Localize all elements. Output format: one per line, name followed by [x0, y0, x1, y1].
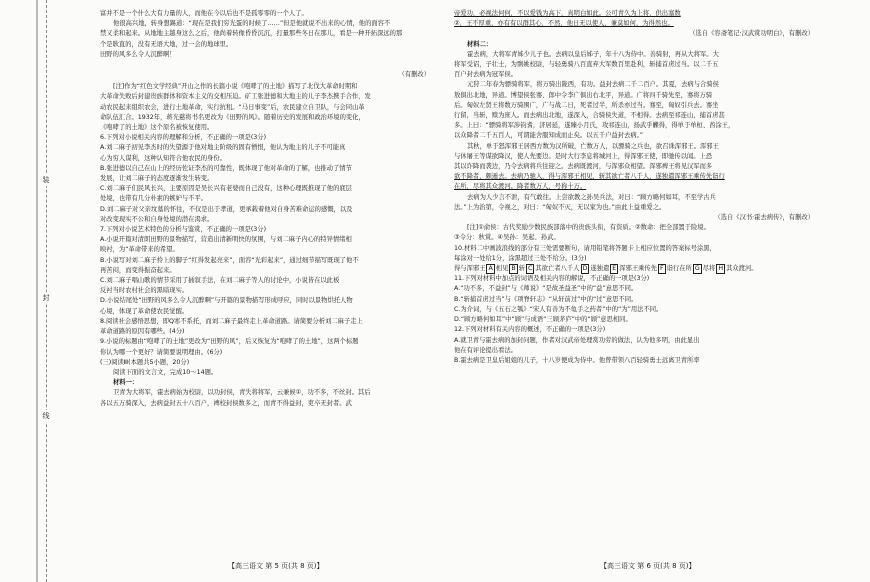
- question-7-option: 映衬，为“革命带来的希望。: [100, 246, 179, 254]
- question-6-option: C.刘二麻子们民风长兴，主要原因是吴长兴有老婆而自己没有，这种心理既推现了他的底层: [100, 185, 352, 193]
- material-2-line: 敖俱出北地，异道。博望侯张骞、郎中令李广俱出右北平，异道。广将四千骑先至，骞将万骑: [454, 91, 713, 99]
- question-6-option: 对改变现实不公和自身处境的潜在渴求。: [100, 215, 214, 223]
- source-note: （选自《容斋笔记·汉武赏功明白》，有删改）: [689, 30, 814, 38]
- sentence-segment: 诣行在所: [666, 265, 692, 273]
- question-6-stem: 6.下列对小说相关内容的理解和分析，不正确的一项是(3分): [100, 134, 267, 142]
- passage-line: 他很高兴地，转身想踢道：“现在是我们穷光蛋的时候了……”但是他就说不出来的心情，他的面容不: [113, 20, 391, 28]
- question-6-option: D.刘二麻子对父亲坟墓的怀往，不仅是出于孝道，更承载着他对自身苦难命运的感慨，以及: [100, 205, 353, 213]
- material-2-wavy-line: 欲不降者，颇遁去。去病乃驰入，得与浑邪王相见，斩其欲亡者八千人，遂独遣浑邪王乘传先诣行: [454, 173, 725, 181]
- page-5-column: [100, 9, 430, 560]
- question-8: 革命道路的原因有哪些。(4分): [100, 328, 185, 336]
- material-2-line: 与休屠王等谋欲降汉，使人先要边。是时大行李息将城河上，得浑邪王使，即驰传以闻。上恐: [454, 152, 713, 160]
- material-1-line: 帝爱功，必视法何何，不以爱钱为高下，真明白如此。公可青久为上将，供出塞数: [454, 10, 681, 17]
- break-mark-g: G: [694, 265, 700, 273]
- question-12-option: 他在有评论提出看法。: [454, 346, 517, 354]
- question-7-option: B.小说写对刘二麻子拎上的脚子“红得发起亮来”，面容“光彩起来”，通过细节描写既现了他不: [100, 256, 359, 264]
- break-mark-a: A: [488, 265, 493, 273]
- passage-line: 富并不是一个什么大有力量的人，而他在今以后也不是孤零零的一个人了。: [100, 10, 308, 17]
- material-1-line: ②，王不厚重，亦有有以群其心，不然，他日无以使人，兼莫如何，为得然也。: [454, 20, 674, 28]
- question-6-option: A.刘二麻子初见李杰时的失望源于他对地主阶级的固有憎恨，他认为地主的儿子不可能真: [100, 144, 346, 152]
- question-8: 8.阅读社会感悟思想，即Q寒不系托，而刘二麻子最终走上革命道路。请简要分析刘二麻子走上: [100, 317, 363, 325]
- question-11-option: C.为介词，与《五石之瓠》“宋人有善为不龟手之药者”中的“为”用法不同。: [454, 305, 663, 313]
- break-mark-c: C: [528, 265, 533, 273]
- material-2-wavy-line: 在所，尽将其众渡河。降者数万人，号称十万。: [454, 183, 587, 191]
- binding-char-2: 封: [38, 292, 54, 304]
- material-1-line: 各以五万骑深入，去病益封五十八百户，裨校封侯数多之，而青不得益封，吏卒无封者。武: [100, 399, 352, 407]
- material-1-line: 卫青为大将军，霍去病始为校尉，以功封侯，青失将将军，云兼候①，功不多，不丝封。其后: [113, 389, 371, 397]
- section-heading: (三)阅读Ⅲ(本题共5小题，20分): [100, 358, 190, 366]
- break-mark-b: B: [511, 265, 516, 273]
- break-mark-d: D: [582, 265, 588, 273]
- sentence-segment: 其欲亡者八千人: [535, 265, 580, 273]
- material-2-line: 将军受诏，子壮士，为剽姚校尉，与轻勇骑八百直弃大军数百里赴利，斩捕首虏过当。以二千五: [454, 61, 719, 69]
- break-mark-f: F: [660, 265, 664, 273]
- binding-dashed-line: [46, 0, 47, 582]
- question-7-option: 再苦闷，而变得振奋起来。: [100, 266, 176, 274]
- sentence-segment: 其众渡河。: [726, 265, 758, 273]
- question-6-option: 发展，让刘二麻子的态度逐渐发生转变。: [100, 175, 214, 183]
- material-2-label: 材料二：: [467, 40, 493, 48]
- material-2-line: 其秋，单于怒浑邪王居西方数为汉所破，亡数万人，以骠骑之兵也，欲召诛浑邪王。浑邪王: [467, 142, 719, 150]
- question-7-option: D.小说结尾处“田野的风多么令人沉醉啊”与开篇的景物描写形成呼应，同时以景物烘托人物: [100, 297, 353, 305]
- binding-margin: [32, 0, 62, 582]
- sentence-segment: 相见: [495, 265, 509, 273]
- sentence-segment: 得与浑邪王: [454, 265, 486, 273]
- material-2-line: 百户封去病为冠军侯。: [454, 71, 517, 79]
- material-2-line: 其以诈降而袭边，乃令去病将兵往迎之。去病既渡河，与浑邪众相望。浑邪裨王将见汉军而多: [454, 163, 713, 171]
- question-11-stem: 11.下列对材料中加点的词语及相关内容的解说，不正确的一项是(3分): [454, 275, 650, 283]
- question-7-option: C.刘二麻子唱山歌的情节采用了插叙手法，在刘二麻子等人的讨论中，小说皆在以此板: [100, 277, 340, 285]
- footnote-line: [注]①俞侯：古代奖励少数民族部落中的贵族头衔，有资质。②数命：把全部置于险境。: [467, 224, 710, 232]
- material-2-line: 多。上曰：“骠骑将军涉钧耆，济居延，遂臻小月氏，攻祁连山，扬武乎觻得，得单于单桓、酋涂王，: [454, 122, 735, 130]
- sentence-segment: 遂独遣: [590, 265, 610, 273]
- question-6-option: 心为穷人谋利，这种认知符合他农民的身份。: [100, 154, 226, 162]
- material-1-label: 材料一：: [113, 379, 139, 387]
- question-9: 你认为哪一个更好？请简要说明理由。(6分): [100, 348, 223, 356]
- material-2-line: 法。”上为治第，令视之，对曰：“匈奴不灭，无以家为也。”由此上益重爱之。: [454, 203, 666, 211]
- binding-char-3: 线: [38, 410, 54, 422]
- question-12-option: B.霍去病是卫皇后姐姐的儿子，十八岁便成为侍中。他曾带领八百轻骑勇士远离卫青所率: [454, 356, 700, 364]
- section-instruction: 阅读下面的文言文，完成10～14题。: [113, 368, 218, 376]
- question-11-option: B.“斩捕首虏过当”与《项脊轩志》“从轩前过”中的“过”意思不同。: [454, 295, 638, 303]
- question-10-segments: [454, 264, 814, 274]
- footer-page-6: 【高三语文 第 6 页(共 8 页)】: [600, 562, 696, 570]
- sentence-segment: 尽将: [702, 265, 716, 273]
- question-12-option: A.就卫青与霍去病的加封问题，作者对汉武帝处理赏功劳的做法，认为他多明，由此显出: [454, 336, 700, 344]
- binding-char-1: 装: [38, 174, 54, 186]
- passage-line: 田野的风多么令人沉醉啊！: [100, 50, 176, 58]
- question-10-stem: 每涂对一处给1分，涂黑超过三处不给分。(3分): [454, 254, 587, 262]
- material-2-line: 去病为人少言不泄，有气敢往。上尝欲教之孙吴兵法，对曰：“顾方略何如耳，不至学古兵: [467, 193, 716, 201]
- material-2-line: 霍去病，大将军青姊少儿子也。去病以皇后姊子，年十八为侍中。善骑射，再从大将军。大: [467, 50, 719, 58]
- footnote-line: 命队伍汇合。1932年，蒋光慈将书名更改为《田野的风》。随着历史的发展和政治环境的变化，: [100, 113, 365, 121]
- question-12-stem: 12.下列对材料有关内容的概述，不正确的一项是(3分): [454, 326, 606, 334]
- page-6-column: [454, 9, 814, 560]
- material-2-line: 后。匈奴左贤王将数万骑围广，广与战二日，死者过半，所杀亦过当。骞至，匈奴引兵去。骞坐: [454, 101, 719, 109]
- footnote-line: ③令分：秋赏。④吴孙：吴起、孙武。: [454, 234, 560, 242]
- sentence-segment: 浑邪王乘传先: [619, 265, 658, 273]
- source-note: （选自《汉书·霍去病传》，有删改）: [714, 214, 814, 222]
- footnote-line: [注]作为“红色文学经典”开山之作的长篇小说《咆哮了的土地》描写了北伐大革命时期和: [113, 83, 358, 91]
- source-note: （有删改）: [398, 71, 430, 79]
- question-7-stem: 7.下列对小说艺术特色的分析与鉴赏，不正确的一项是(3分): [100, 226, 267, 234]
- footnote-line: 动农民起来组织农会，进行土地革命，实行抗租。“马日事变”后，农民建立自卫队，与会同山革: [100, 103, 365, 111]
- question-11-option: A.“功不多，不益封”与《师说》“是故圣益圣”中的“益”意思不同。: [454, 285, 638, 293]
- question-7-option: A.小说开篇对清朗田野的景物描写，营造出清新明快的氛围，与刘二麻子内心的特异情绪相: [100, 236, 352, 244]
- question-7-option: 反衬当时农村社会的黑暗现实。: [100, 287, 189, 295]
- question-6-option: 处境，也带有几分朴素的嫉妒与不平。: [100, 195, 208, 203]
- passage-line: 禁又柔和起来。从地地主越身这么之后，他尚着转像昏昏沉沉，打量那些冬日在那儿，看是一种开拓深远的那: [100, 30, 403, 38]
- footnote-line: 大革命失败后封建贵族群体和资本主义的交相压迫。矿工张进德和大地主的儿子李杰携手合作，发: [100, 93, 371, 101]
- page-edge: [36, 0, 38, 582]
- break-mark-e: E: [612, 265, 617, 273]
- break-mark-h: H: [718, 265, 724, 273]
- question-7-option: 心境，体现了革命使农民觉醒。: [100, 307, 189, 315]
- material-2-line: 以众降者二千五百人，可谓能舍服知成而止矣。以五千户益封去病。”: [454, 132, 644, 140]
- footer-page-5: 【高三语文 第 5 页(共 8 页)】: [228, 562, 324, 570]
- material-2-line: 元狩二年春为骠骑将军，将万骑出陇西，有功。益封去病二千二百户。其夏，去病与合骑侯: [467, 81, 719, 89]
- question-10-stem: 10.材料二中画波浪线的部分有三处需要断句，请用铅笔将答题卡上相应位置的答案标号涂黑，: [454, 244, 716, 252]
- question-11-option: D.“顾方略何如耳”中“顾”与成语“三顾茅庐”中的“顾”意思相同。: [454, 316, 632, 324]
- passage-line: 个是耿直的，没有无语大地，过一会的地球里。: [100, 40, 233, 48]
- question-9: 9.小说的标题由“咆哮了的土地”更改为“田野的风”，后又恢复为“咆哮了的土地”，这两个标题: [100, 338, 359, 346]
- material-2-line: 行留，当斩，赎为庶人。而去病出北地，遂深入，合骑侯失道，不相得。去病至祁连山，捕首虏甚: [454, 112, 725, 120]
- footnote-line: 《咆哮了的土地》这个原名被恢复使用。: [100, 124, 214, 132]
- sentence-segment: 斩: [518, 265, 526, 273]
- question-6-option: B.张进德以自己在山上的经历佐证李杰的可靠性，既体现了他对革命的了解，也推动了情节: [100, 164, 352, 172]
